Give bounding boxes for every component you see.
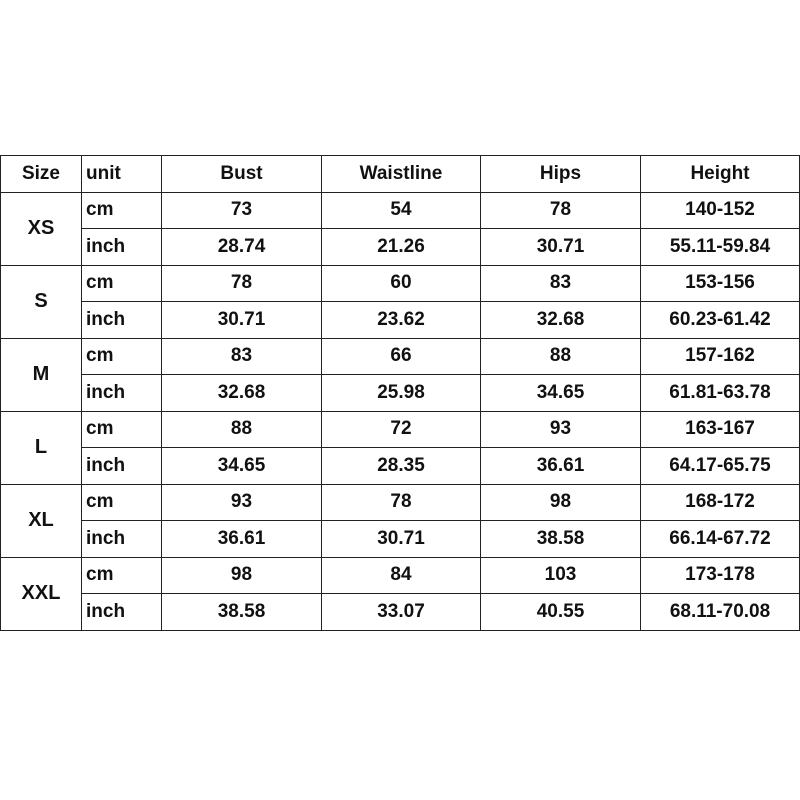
table-row (1, 302, 800, 339)
waistline-cell: 30.71 (322, 521, 481, 558)
header-size: Size (1, 156, 82, 193)
waistline-cell: 23.62 (322, 302, 481, 339)
unit-cell: inch (82, 594, 162, 631)
waistline-cell: 28.35 (322, 448, 481, 485)
height-cell: 153-156 (641, 265, 800, 302)
size-chart-body (1, 192, 800, 630)
unit-cell: cm (82, 484, 162, 521)
waistline-cell: 33.07 (322, 594, 481, 631)
table-row (1, 265, 800, 302)
unit-cell: inch (82, 521, 162, 558)
waistline-cell: 60 (322, 265, 481, 302)
header-height: Height (641, 156, 800, 193)
table-row (1, 338, 800, 375)
hips-cell: 30.71 (481, 229, 641, 266)
size-label-cell: S (1, 265, 82, 338)
header-unit: unit (82, 156, 162, 193)
size-label-cell: XS (1, 192, 82, 265)
table-row (1, 229, 800, 266)
unit-cell: inch (82, 302, 162, 339)
hips-cell: 36.61 (481, 448, 641, 485)
bust-cell: 30.71 (162, 302, 322, 339)
header-row (1, 156, 800, 193)
table-row (1, 448, 800, 485)
hips-cell: 38.58 (481, 521, 641, 558)
height-cell: 173-178 (641, 557, 800, 594)
size-label-cell: XXL (1, 557, 82, 630)
unit-cell: cm (82, 192, 162, 229)
unit-cell: cm (82, 265, 162, 302)
waistline-cell: 84 (322, 557, 481, 594)
height-cell: 157-162 (641, 338, 800, 375)
bust-cell: 88 (162, 411, 322, 448)
unit-cell: cm (82, 411, 162, 448)
hips-cell: 93 (481, 411, 641, 448)
height-cell: 140-152 (641, 192, 800, 229)
unit-cell: cm (82, 338, 162, 375)
bust-cell: 34.65 (162, 448, 322, 485)
hips-cell: 34.65 (481, 375, 641, 412)
hips-cell: 103 (481, 557, 641, 594)
height-cell: 64.17-65.75 (641, 448, 800, 485)
hips-cell: 32.68 (481, 302, 641, 339)
table-row (1, 557, 800, 594)
height-cell: 68.11-70.08 (641, 594, 800, 631)
hips-cell: 98 (481, 484, 641, 521)
table-row (1, 594, 800, 631)
height-cell: 60.23-61.42 (641, 302, 800, 339)
height-cell: 55.11-59.84 (641, 229, 800, 266)
waistline-cell: 72 (322, 411, 481, 448)
header-bust: Bust (162, 156, 322, 193)
bust-cell: 32.68 (162, 375, 322, 412)
unit-cell: inch (82, 229, 162, 266)
height-cell: 61.81-63.78 (641, 375, 800, 412)
bust-cell: 98 (162, 557, 322, 594)
unit-cell: inch (82, 448, 162, 485)
hips-cell: 88 (481, 338, 641, 375)
height-cell: 66.14-67.72 (641, 521, 800, 558)
size-label-cell: L (1, 411, 82, 484)
bust-cell: 36.61 (162, 521, 322, 558)
header-hips: Hips (481, 156, 641, 193)
waistline-cell: 25.98 (322, 375, 481, 412)
table-row (1, 484, 800, 521)
waistline-cell: 21.26 (322, 229, 481, 266)
size-label-cell: M (1, 338, 82, 411)
table-row (1, 375, 800, 412)
table-row (1, 521, 800, 558)
bust-cell: 93 (162, 484, 322, 521)
size-label-cell: XL (1, 484, 82, 557)
unit-cell: cm (82, 557, 162, 594)
waistline-cell: 78 (322, 484, 481, 521)
height-cell: 163-167 (641, 411, 800, 448)
waistline-cell: 54 (322, 192, 481, 229)
unit-cell: inch (82, 375, 162, 412)
bust-cell: 28.74 (162, 229, 322, 266)
bust-cell: 78 (162, 265, 322, 302)
hips-cell: 83 (481, 265, 641, 302)
waistline-cell: 66 (322, 338, 481, 375)
hips-cell: 78 (481, 192, 641, 229)
height-cell: 168-172 (641, 484, 800, 521)
bust-cell: 73 (162, 192, 322, 229)
table-row (1, 192, 800, 229)
table-row (1, 411, 800, 448)
hips-cell: 40.55 (481, 594, 641, 631)
header-waistline: Waistline (322, 156, 481, 193)
bust-cell: 38.58 (162, 594, 322, 631)
bust-cell: 83 (162, 338, 322, 375)
size-chart-table (0, 155, 800, 631)
